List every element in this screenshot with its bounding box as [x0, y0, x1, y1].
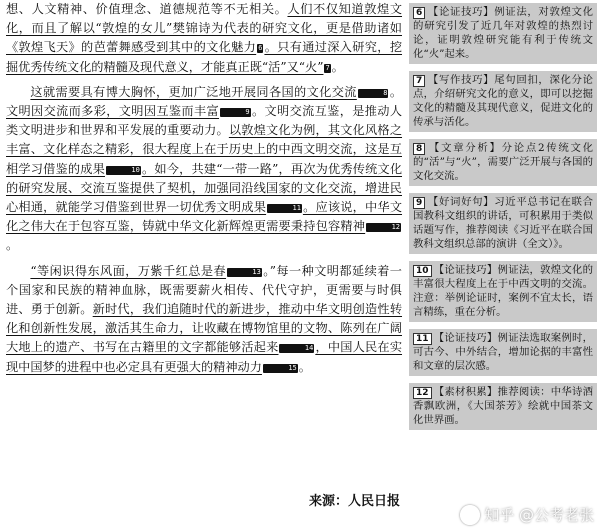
watermark-text: 知乎 @公考老张 [484, 506, 594, 524]
underlined-sentence: 新时代，我们追随时代的新进步，推动中华文明创造性转化和创新性发展，激活其生命力，让收藏在博物馆里的文物、陈列在广阔大地上的遗产、书写在古籍里的文字都能够活起来 [6, 302, 403, 355]
zhihu-logo-icon [460, 505, 480, 525]
note-number: 7 [413, 75, 425, 87]
sentence: 。文明交流互鉴，是推动人类文明进步和世界和平发展的重要动力。 [6, 104, 403, 138]
annotation-sidebar [409, 3, 597, 437]
annotation-note [409, 383, 597, 430]
article-body [6, 0, 402, 377]
watermark [460, 504, 594, 525]
note-text: 【论证技巧】例证法，敦煌文化的丰富很大程度上在于中西文明的交流。注意：举例论证时，案例不宜太长，语言精练，重在分析。 [413, 264, 593, 318]
annotation-marker[interactable]: 9 [220, 108, 251, 117]
annotation-note [409, 261, 597, 322]
underlined-sentence: 这就需要具有博大胸怀，更加广泛地开展同各国的文化交流 [30, 84, 357, 99]
paragraph-2 [6, 83, 402, 256]
underlined-sentence: 以敦煌文化为例，其文化风格之丰富、文化样态之精彩，很大程度上在于历史上的中西文明交流，这是互相学习借鉴的成果 [6, 123, 403, 176]
annotation-note [409, 71, 597, 132]
note-text: 【论证技巧】例证法选取案例时，可古今、中外结合，增加论据的丰富性和文章的层次感。 [413, 332, 593, 372]
note-text: 【写作技巧】尾句回扣，深化分论点，介绍研究文化的意义，即可以挖掘文化的精髓及其现代意义，促进文化的传承与活化。 [413, 74, 593, 128]
annotation-marker[interactable]: 12 [366, 223, 401, 232]
underlined-sentence: 人们不仅知道敦煌文化，而且了解以“敦煌的女儿”樊锦诗为代表的研究文化，更是借助诸如《敦煌飞天》的芭蕾舞感受到其中的文化魅力 [6, 2, 403, 55]
annotation-marker[interactable]: 15 [263, 364, 298, 373]
note-text: 【文章分析】分论点2传统文化的“活”与“火”，需要广泛开展与各国的文化交流。 [413, 142, 593, 182]
underlined-sentence: 文明因交流而多彩，文明因互鉴而丰富 [6, 104, 220, 119]
annotation-marker[interactable]: 11 [267, 204, 302, 213]
underlined-sentence: ，中国人民在实现中国梦的进程中也必定具有更强大的精神动力 [6, 340, 403, 374]
sentence: 。 [331, 59, 344, 74]
annotation-marker[interactable]: 13 [227, 268, 262, 277]
sentence: 。 [298, 359, 311, 374]
note-number: 6 [413, 7, 425, 19]
annotation-marker[interactable]: 7 [325, 63, 330, 72]
annotation-note [409, 139, 597, 186]
annotation-marker[interactable]: 14 [279, 344, 314, 353]
sentence: 。 [6, 238, 19, 253]
underlined-sentence: “等闲识得东风面，万紫千红总是春 [30, 263, 227, 278]
note-number: 8 [413, 143, 425, 155]
note-text: 【好词好句】习近平总书记在联合国教科文组织的讲话，可积累用于类似话题写作，推荐阅读《习近平在联合国教科文组织总部的演讲（全文）》。 [413, 196, 593, 250]
note-number: 10 [413, 265, 432, 277]
note-number: 11 [413, 333, 432, 345]
annotation-marker[interactable]: 10 [106, 166, 141, 175]
annotation-note [409, 329, 597, 376]
note-number: 12 [413, 387, 432, 399]
sentence: 想、人文精神、价值理念、道德规范等不无相关。 [6, 2, 288, 16]
sentence: 。 [389, 84, 403, 99]
annotation-note [409, 193, 597, 254]
annotation-marker[interactable]: 8 [358, 89, 389, 98]
sentence: 。”每一种文明都延续着一个国家和民族的精神血脉，既需要薪火相传、代代守护，更需要与时俱进、勇于创新。 [6, 263, 402, 317]
underlined-sentence: 。应该说，中华文化之伟大在于包容互鉴，铸就中华文化新辉煌更需要秉持包容精神 [6, 200, 403, 234]
paragraph-1 [6, 0, 402, 77]
note-number: 9 [413, 197, 425, 209]
note-text: 【素材积累】推荐阅读：中华诗酒香飘欧洲，《大国茶芳》绘就中国茶文化世界画。 [413, 386, 593, 426]
paragraph-3 [6, 262, 402, 377]
note-text: 【论证技巧】例证法，对敦煌文化的研究引发了近几年对敦煌的热烈讨论，证明敦煌研究能有利于传统文化“火”起来。 [413, 6, 593, 60]
annotation-marker[interactable]: 6 [258, 44, 263, 53]
underlined-sentence: 。如今，共建“一带一路”，再次为优秀传统文化的研究发展、交流互鉴提供了契机，加强同沿线国家的文化交流，增进民心相通，就能学习借鉴到世界一切优秀文明成果 [6, 161, 403, 215]
underlined-sentence: 。只有通过深入研究，挖掘优秀传统文化的精髓及现代意义，才能真正既“活”又“火” [6, 40, 403, 74]
source-credit: 来源：人民日报 [308, 494, 400, 509]
annotation-note [409, 3, 597, 64]
